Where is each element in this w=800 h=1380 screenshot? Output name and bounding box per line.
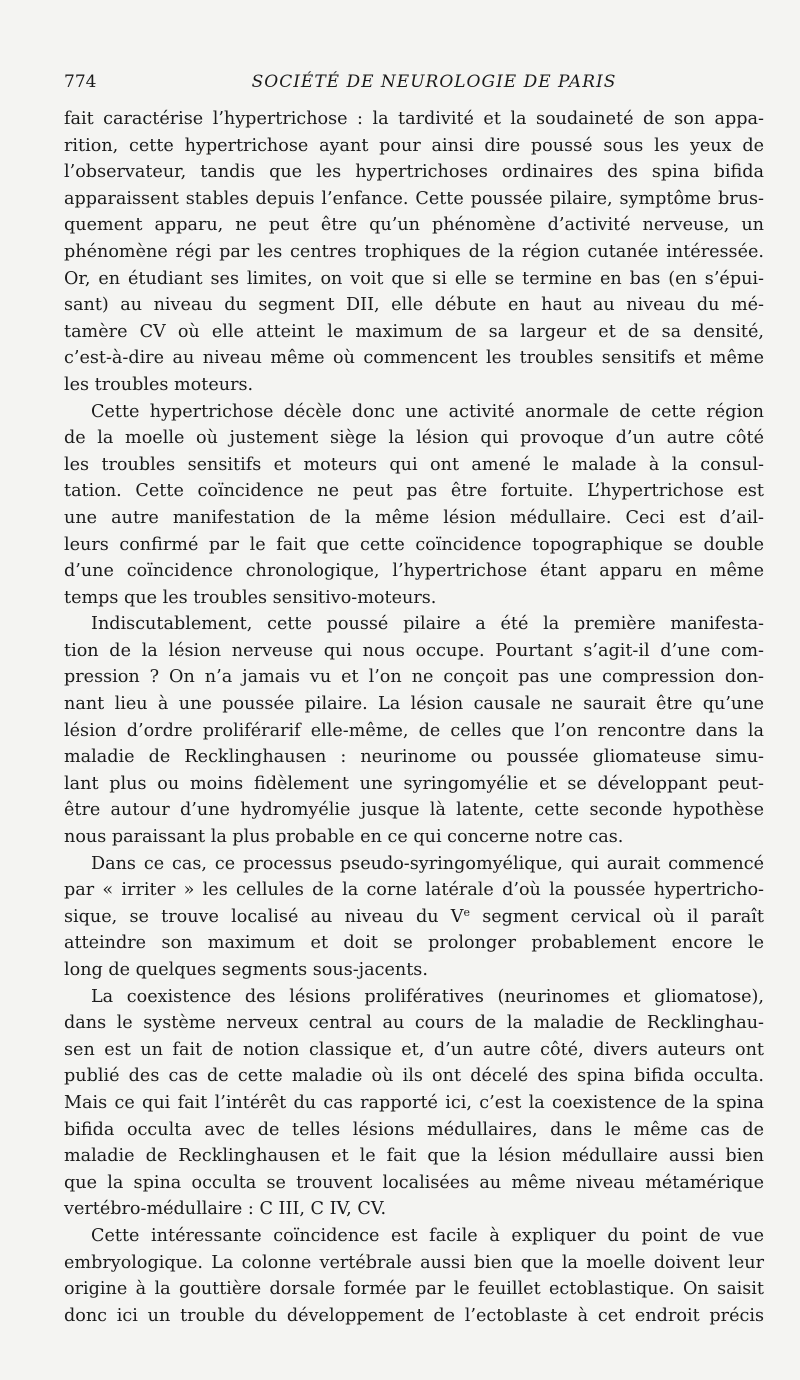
text-line: tion de la lésion nerveuse qui nous occupe. Pourtant s’agit-il d’une com- [64, 640, 764, 661]
page-header [64, 72, 764, 96]
text-line: origine à la gouttière dorsale formée par le feuillet ectoblastique. On saisit [64, 1279, 764, 1300]
text-line: atteindre son maximum et doit se prolonger probablement encore le [64, 933, 764, 954]
text-line: sen est un fait de notion classique et, d’un autre côté, divers auteurs ont [64, 1039, 764, 1060]
text-line: lant plus ou moins fidèlement une syringomyélie et se développant peut- [64, 773, 764, 794]
line-tail: segment cervical où il paraît [469, 906, 764, 927]
text-line: que la spina occulta se trouvent localisées au même niveau métamérique [64, 1172, 764, 1193]
text-line: tation. Cette coïncidence ne peut pas être fortuite. L’hypertrichose est [64, 481, 764, 502]
text-line: embryologique. La colonne vertébrale aussi bien que la moelle doivent leur [64, 1252, 764, 1273]
text-line: d’une coïncidence chronologique, l’hypertrichose étant apparu en même [64, 561, 764, 582]
text-line: par « irriter » les cellules de la corne latérale d’où la poussée hypertricho- [64, 880, 764, 901]
text-line: temps que les troubles sensitivo-moteurs. [64, 587, 437, 608]
text-line: pression ? On n’a jamais vu et l’on ne conçoit pas une compression don- [64, 667, 764, 688]
text-line: quement apparu, ne peut être qu’un phénomène d’activité nerveuse, un [64, 215, 764, 236]
text-line: l’observateur, tandis que les hypertrichoses ordinaires des spina bifida [64, 162, 764, 183]
text-line: c’est-à-dire au niveau même où commencent les troubles sensitifs et même [64, 348, 764, 369]
text-line: tamère CV où elle atteint le maximum de sa largeur et de sa densité, [64, 321, 764, 342]
text-line: sant) au niveau du segment DII, elle débute en haut au niveau du mé- [64, 295, 764, 316]
text-line: Cette hypertrichose décèle donc une activité anormale de cette région [91, 401, 764, 422]
text-line: maladie de Recklinghausen et le fait que la lésion médullaire aussi bien [64, 1146, 764, 1167]
text-line: La coexistence des lésions prolifératives (neurinomes et gliomatose), [91, 986, 764, 1007]
page-number: 774 [64, 72, 97, 92]
line-head: sique, se trouve localisé au niveau du V [64, 906, 464, 927]
running-title: SOCIÉTÉ DE NEUROLOGIE DE PARIS [251, 72, 617, 92]
text-line: leurs confirmé par le fait que cette coïncidence topographique se double [64, 534, 764, 555]
text-line: fait caractérise l’hypertrichose : la tardivité et la soudaineté de son appa- [64, 109, 764, 129]
text-line: les troubles moteurs. [64, 374, 254, 395]
text-line: être autour d’une hydromyélie jusque là latente, cette seconde hypothèse [64, 800, 764, 821]
text-line: bifida occulta avec de telles lésions médullaires, dans le même cas de [64, 1119, 764, 1140]
text-line: maladie de Recklinghausen : neurinome ou poussée gliomateuse simu- [64, 747, 764, 768]
text-line: Indiscutablement, cette poussé pilaire a été la première manifesta- [91, 614, 764, 635]
text-line: Dans ce cas, ce processus pseudo-syringomyélique, qui aurait commencé [91, 853, 764, 874]
text-line: rition, cette hypertrichose ayant pour ainsi dire poussé sous les yeux de [64, 135, 764, 156]
text-line: donc ici un trouble du développement de l’ectoblaste à cet endroit précis [64, 1305, 764, 1326]
text-line: long de quelques segments sous-jacents. [64, 960, 428, 980]
body-text [64, 106, 764, 1329]
text-line: Mais ce qui fait l’intérêt du cas rapporté ici, c’est la coexistence de la spina [64, 1092, 764, 1113]
text-line: apparaissent stables depuis l’enfance. Cette poussée pilaire, symptôme brus- [64, 188, 764, 209]
text-line: une autre manifestation de la même lésion médullaire. Ceci est d’ail- [64, 507, 764, 528]
text-line: phénomène régi par les centres trophiques de la région cutanée intéressée. [64, 241, 764, 262]
text-line: publié des cas de cette maladie où ils ont décelé des spina bifida occulta. [64, 1066, 764, 1087]
text-line: lésion d’ordre proliférarif elle-même, de celles que l’on rencontre dans la [64, 720, 764, 741]
text-line-with-superscript [64, 904, 764, 931]
text-line: vertébro-médullaire : C III, C IV, CV. [64, 1199, 387, 1220]
text-line: nous paraissant la plus probable en ce qui concerne notre cas. [64, 827, 624, 848]
superscript: e [463, 905, 470, 919]
text-line: dans le système nerveux central au cours de la maladie de Recklinghau- [64, 1013, 764, 1034]
text-line: Or, en étudiant ses limites, on voit que si elle se termine en bas (en s’épui- [64, 268, 764, 289]
text-line: de la moelle où justement siège la lésion qui provoque d’un autre côté [64, 428, 764, 449]
text-line: nant lieu à une poussée pilaire. La lésion causale ne saurait être qu’une [64, 694, 764, 715]
text-line: les troubles sensitifs et moteurs qui ont amené le malade à la consul- [64, 454, 764, 475]
text-line: Cette intéressante coïncidence est facile à expliquer du point de vue [91, 1225, 764, 1246]
